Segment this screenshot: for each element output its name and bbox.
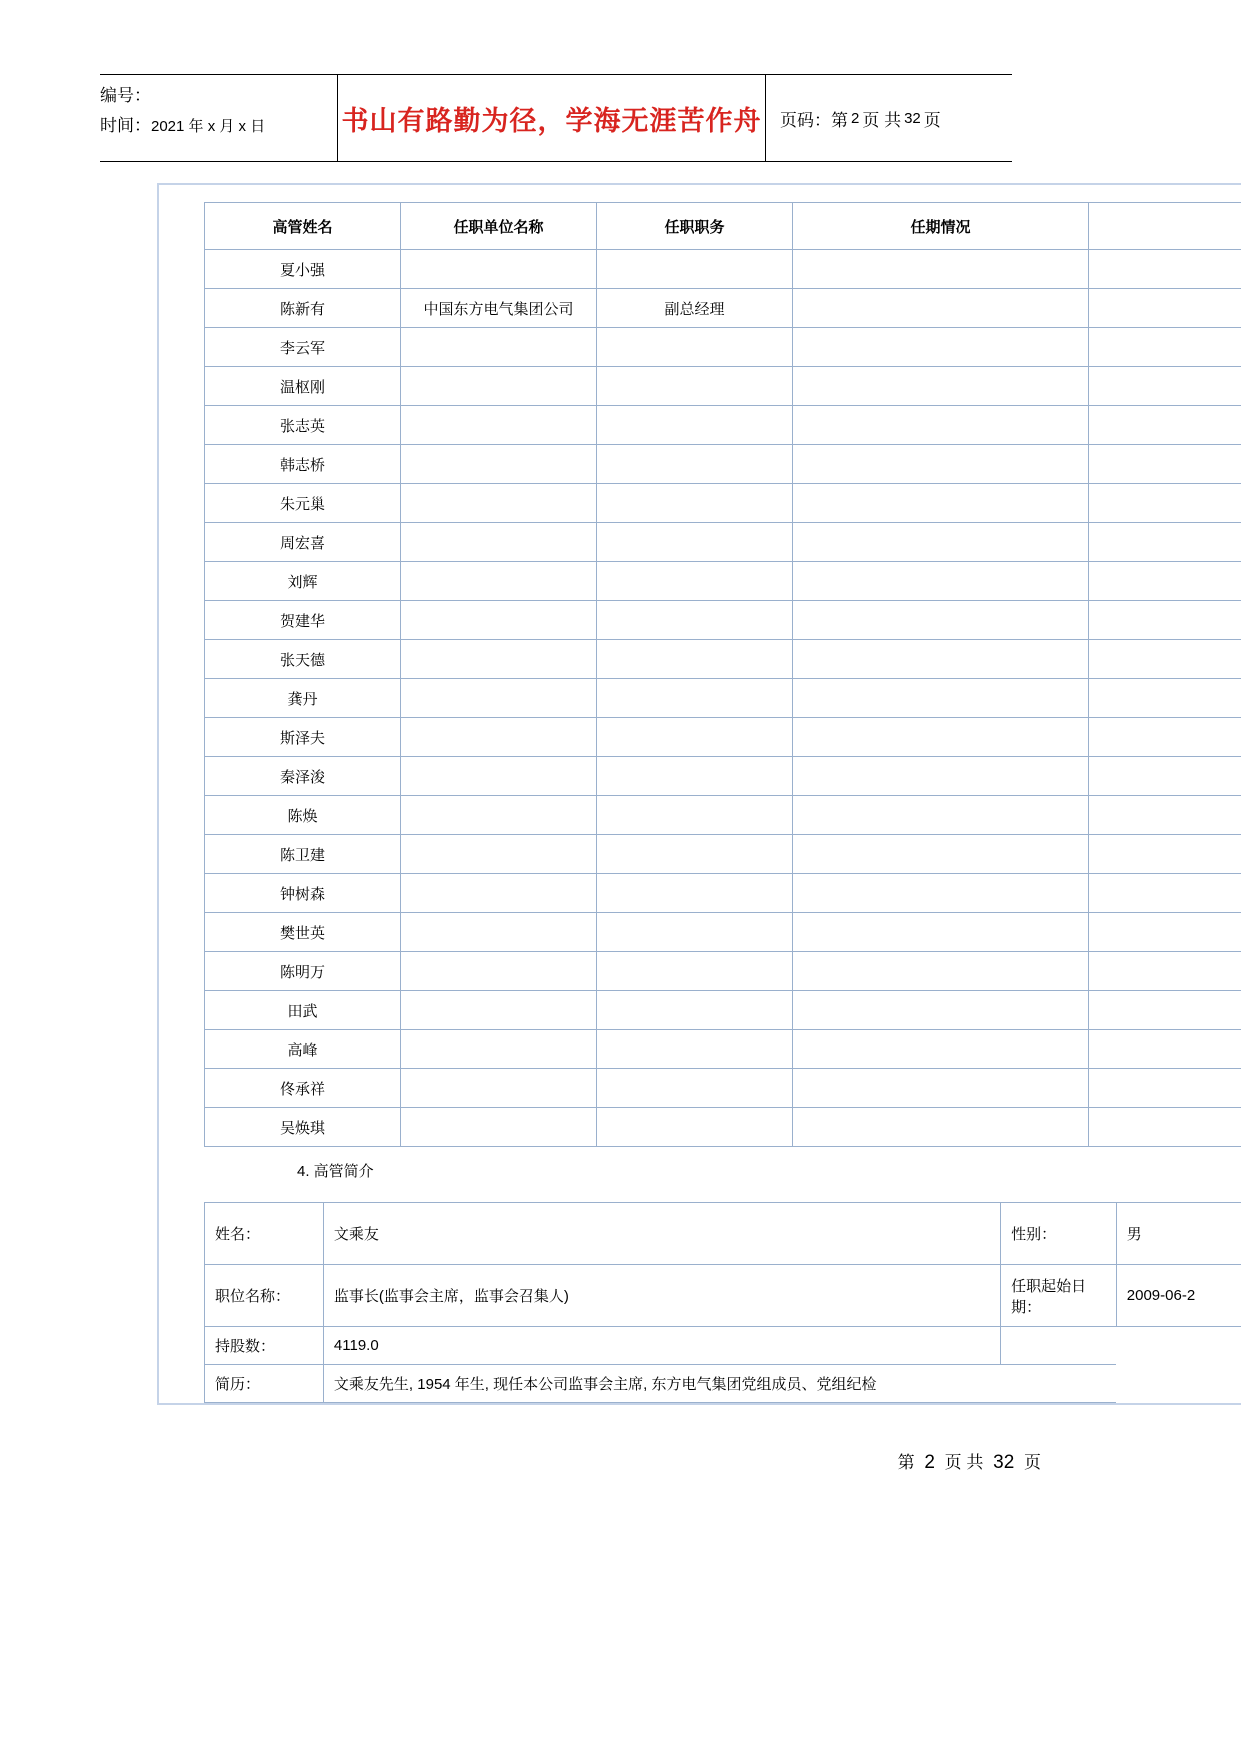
cell-unit [401,913,597,952]
page-current: 2 [851,109,860,127]
bio-row-shares [205,1327,1241,1365]
bio-gender-value: 男 [1116,1203,1241,1265]
cell-extra [1089,991,1241,1030]
cell-extra [1089,718,1241,757]
cell-extra [1089,796,1241,835]
cell-term [793,952,1089,991]
serial-label: 编号： [100,86,151,105]
cell-extra [1089,484,1241,523]
cell-unit [401,952,597,991]
table-row [205,1108,1241,1147]
cell-post [597,562,793,601]
footer-mid: 页 共 [944,1453,984,1472]
cell-term [793,874,1089,913]
cell-extra [1089,679,1241,718]
cell-unit [401,406,597,445]
column-header-term: 任期情况 [793,203,1089,250]
cell-name: 李云军 [205,328,401,367]
table-row [205,523,1241,562]
bio-start-date-value: 2009-06-2 [1116,1265,1241,1327]
table-row [205,640,1241,679]
cell-term [793,289,1089,328]
cell-unit [401,679,597,718]
column-header-name: 高管姓名 [205,203,401,250]
cell-extra [1089,328,1241,367]
cell-term [793,991,1089,1030]
time-row [100,111,337,142]
cell-unit [401,562,597,601]
cell-term [793,250,1089,289]
footer-current-page: 2 [924,1452,935,1473]
cell-post [597,952,793,991]
bio-position-value: 监事长(监事会主席，监事会召集人) [323,1265,1000,1327]
bio-spacer-left [1001,1327,1117,1365]
time-label: 时间： [100,116,151,135]
table-row [205,445,1241,484]
cell-name: 田武 [205,991,401,1030]
bio-resume-spacer [1116,1365,1241,1403]
page-footer [0,1448,1241,1474]
table-row [205,913,1241,952]
bio-row-resume [205,1365,1241,1403]
page-label: 页码： [780,110,831,130]
cell-unit [401,1069,597,1108]
column-header-post: 任职职务 [597,203,793,250]
table-row [205,1069,1241,1108]
cell-unit [401,445,597,484]
table-header-row [205,203,1241,250]
cell-unit [401,484,597,523]
cell-unit [401,835,597,874]
cell-term [793,835,1089,874]
cell-post [597,796,793,835]
cell-extra [1089,562,1241,601]
bio-position-label: 职位名称： [205,1265,324,1327]
cell-unit [401,874,597,913]
cell-post [597,640,793,679]
cell-post [597,1108,793,1147]
cell-post [597,250,793,289]
cell-unit [401,796,597,835]
cell-name: 高峰 [205,1030,401,1069]
bio-spacer-right [1116,1327,1241,1365]
bio-resume-label: 简历： [205,1365,324,1403]
cell-term [793,640,1089,679]
page-mid: 页 共 [862,110,902,130]
header-page-block [766,75,1012,161]
cell-name: 温枢刚 [205,367,401,406]
table-row [205,991,1241,1030]
cell-name: 陈新有 [205,289,401,328]
table-row [205,952,1241,991]
cell-unit [401,1030,597,1069]
cell-post [597,874,793,913]
header-left-block [100,75,338,161]
cell-post [597,601,793,640]
bio-row-name [205,1203,1241,1265]
cell-extra [1089,601,1241,640]
cell-unit [401,367,597,406]
bio-shares-value: 4119.0 [323,1327,1000,1365]
cell-extra [1089,367,1241,406]
cell-unit [401,718,597,757]
cell-unit [401,601,597,640]
bio-resume-value: 文乘友先生, 1954 年生, 现任本公司监事会主席, 东方电气集团党组成员、党组纪检 [323,1365,1116,1403]
page-total: 32 [904,109,921,127]
cell-extra [1089,640,1241,679]
cell-term [793,679,1089,718]
column-header-unit: 任职单位名称 [401,203,597,250]
cell-post [597,679,793,718]
cell-term [793,913,1089,952]
cell-term [793,562,1089,601]
bio-start-date-label: 任职起始日期： [1001,1265,1117,1327]
cell-extra [1089,250,1241,289]
table-row [205,406,1241,445]
page-suffix: 页 [923,110,941,130]
cell-post: 副总经理 [597,289,793,328]
cell-post [597,406,793,445]
cell-post [597,328,793,367]
cell-unit [401,757,597,796]
cell-unit [401,1108,597,1147]
cell-name: 樊世英 [205,913,401,952]
bio-row-position [205,1265,1241,1327]
page-prefix: 第 [831,110,848,130]
table-row [205,796,1241,835]
table-row [205,289,1241,328]
cell-term [793,1108,1089,1147]
page-header [100,74,1012,162]
cell-name: 陈卫建 [205,835,401,874]
cell-unit [401,991,597,1030]
cell-term [793,1030,1089,1069]
table-row [205,367,1241,406]
cell-name: 陈明万 [205,952,401,991]
table-row [205,601,1241,640]
slogan-text: 书山有路勤为径，学海无涯苦作舟 [341,105,762,137]
cell-term [793,406,1089,445]
cell-name: 贺建华 [205,601,401,640]
cell-post [597,445,793,484]
table-row [205,328,1241,367]
cell-unit [401,250,597,289]
cell-extra [1089,523,1241,562]
cell-post [597,757,793,796]
cell-post [597,718,793,757]
cell-extra [1089,406,1241,445]
cell-post [597,991,793,1030]
cell-name: 秦泽浚 [205,757,401,796]
cell-extra [1089,1030,1241,1069]
cell-name: 陈焕 [205,796,401,835]
cell-name: 张天德 [205,640,401,679]
cell-unit [401,523,597,562]
header-slogan-block [338,75,766,161]
cell-post [597,367,793,406]
time-value: 2021 年 x 月 x 日 [151,118,266,135]
cell-post [597,835,793,874]
footer-suffix: 页 [1024,1453,1041,1472]
cell-post [597,913,793,952]
cell-name: 周宏喜 [205,523,401,562]
footer-prefix: 第 [897,1453,915,1472]
executive-bio-table [204,1202,1241,1403]
cell-term [793,601,1089,640]
cell-extra [1089,289,1241,328]
bio-name-value: 文乘友 [323,1203,1000,1265]
cell-term [793,523,1089,562]
cell-term [793,757,1089,796]
table-row [205,679,1241,718]
cell-extra [1089,1108,1241,1147]
cell-name: 斯泽夫 [205,718,401,757]
cell-unit: 中国东方电气集团公司 [401,289,597,328]
cell-extra [1089,952,1241,991]
cell-name: 钟树森 [205,874,401,913]
cell-extra [1089,913,1241,952]
table-row [205,562,1241,601]
cell-extra [1089,874,1241,913]
cell-post [597,1030,793,1069]
cell-name: 刘辉 [205,562,401,601]
table-row [205,484,1241,523]
bio-name-label: 姓名： [205,1203,324,1265]
cell-unit [401,640,597,679]
cell-term [793,484,1089,523]
cell-name: 佟承祥 [205,1069,401,1108]
column-header-extra [1089,203,1241,250]
cell-name: 韩志桥 [205,445,401,484]
cell-term [793,367,1089,406]
cell-name: 吴焕琪 [205,1108,401,1147]
table-row [205,874,1241,913]
bio-shares-label: 持股数： [205,1327,324,1365]
cell-term [793,445,1089,484]
cell-name: 龚丹 [205,679,401,718]
table-row [205,1030,1241,1069]
cell-name: 张志英 [205,406,401,445]
executives-table [204,202,1241,1147]
cell-extra [1089,1069,1241,1108]
cell-post [597,484,793,523]
table-row [205,757,1241,796]
cell-unit [401,328,597,367]
cell-term [793,796,1089,835]
table-row [205,835,1241,874]
table-row [205,250,1241,289]
cell-name: 朱元巢 [205,484,401,523]
footer-total-pages: 32 [993,1452,1015,1473]
bio-gender-label: 性别： [1001,1203,1117,1265]
cell-term [793,718,1089,757]
cell-name: 夏小强 [205,250,401,289]
cell-extra [1089,757,1241,796]
cell-post [597,523,793,562]
cell-term [793,1069,1089,1108]
table-row [205,718,1241,757]
cell-extra [1089,835,1241,874]
cell-extra [1089,445,1241,484]
section-caption: 4. 高管简介 [297,1163,374,1180]
cell-term [793,328,1089,367]
cell-post [597,1069,793,1108]
